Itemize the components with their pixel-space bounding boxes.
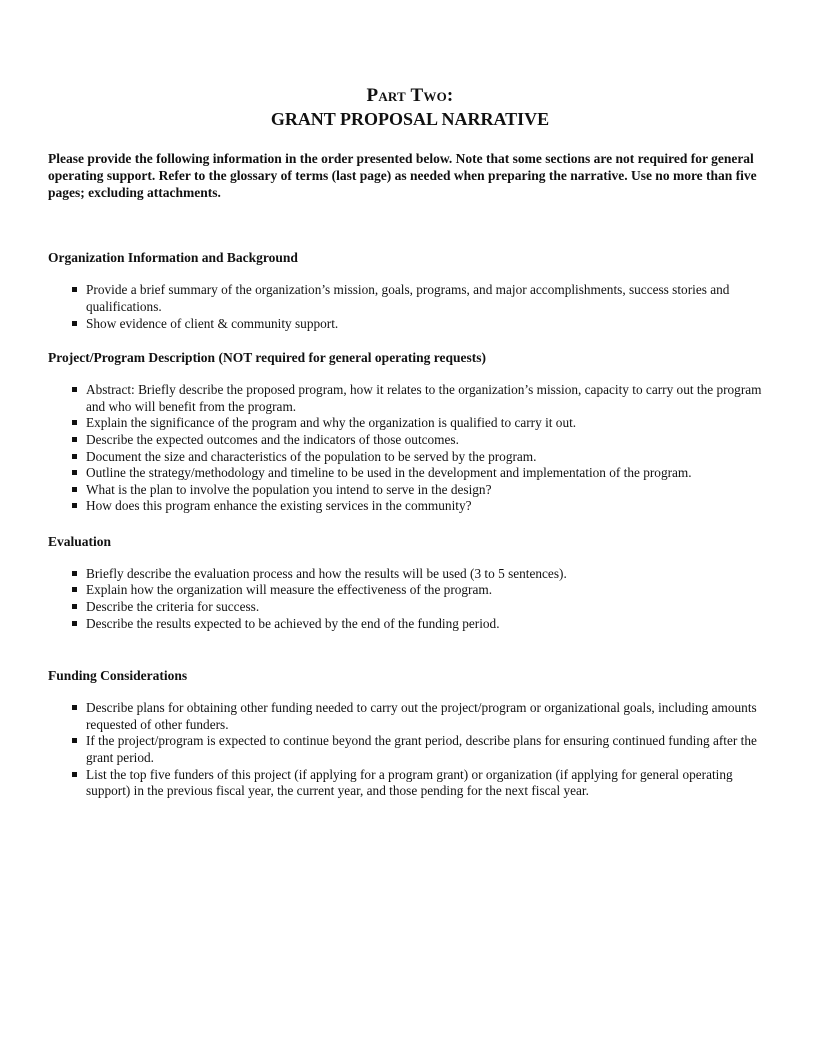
list-item xyxy=(72,566,772,583)
list-item xyxy=(72,599,772,616)
square-bullet-icon xyxy=(72,772,77,777)
list-item xyxy=(72,432,772,449)
section-heading: Project/Program Description (NOT required for general operating requests) xyxy=(48,350,487,366)
part-title: Part Two: xyxy=(366,85,454,106)
square-bullet-icon xyxy=(72,503,77,508)
square-bullet-icon xyxy=(72,621,77,626)
list-item xyxy=(72,616,772,633)
list-item xyxy=(72,733,772,766)
page-title: GRANT PROPOSAL NARRATIVE xyxy=(270,109,550,130)
bullet-list xyxy=(48,566,772,632)
square-bullet-icon xyxy=(72,571,77,576)
section-project-description xyxy=(48,349,772,515)
list-item xyxy=(72,482,772,499)
list-item xyxy=(72,465,772,482)
square-bullet-icon xyxy=(72,470,77,475)
list-item-text: Abstract: Briefly describe the proposed program, how it relates to the organization’s mission, capacity to carry out the program and who will benefit from the program. xyxy=(86,382,762,414)
section-heading: Evaluation xyxy=(48,533,112,549)
list-item-text: Show evidence of client & community support. xyxy=(86,315,339,331)
list-item xyxy=(72,282,772,315)
square-bullet-icon xyxy=(72,454,77,459)
list-item xyxy=(72,382,772,415)
list-item-text: List the top five funders of this project (if applying for a program grant) or organization (if applying for general operating support) in the previous fiscal year, the current year, and those pending for the next fiscal year. xyxy=(86,766,733,799)
list-item xyxy=(72,700,772,733)
list-item-text: Briefly describe the evaluation process and how the results will be used (3 to 5 sentences). xyxy=(86,565,567,581)
square-bullet-icon xyxy=(72,387,77,392)
square-bullet-icon xyxy=(72,604,77,609)
list-item-text: Describe plans for obtaining other funding needed to carry out the project/program or organizational goals, including amounts requested of other funders. xyxy=(86,700,757,732)
square-bullet-icon xyxy=(72,738,77,743)
section-heading: Funding Considerations xyxy=(48,668,188,684)
section-evaluation xyxy=(48,533,772,632)
list-item-text: What is the plan to involve the population you intend to serve in the design? xyxy=(86,481,492,497)
list-item-text: Describe the results expected to be achieved by the end of the funding period. xyxy=(86,615,500,631)
list-item xyxy=(72,316,772,333)
square-bullet-icon xyxy=(72,487,77,492)
square-bullet-icon xyxy=(72,420,77,425)
section-organization xyxy=(48,249,772,332)
list-item xyxy=(72,449,772,466)
list-item xyxy=(72,582,772,599)
square-bullet-icon xyxy=(72,287,77,292)
square-bullet-icon xyxy=(72,705,77,710)
square-bullet-icon xyxy=(72,321,77,326)
square-bullet-icon xyxy=(72,437,77,442)
list-item-text: How does this program enhance the existing services in the community? xyxy=(86,498,472,514)
bullet-list xyxy=(48,382,772,515)
bullet-list xyxy=(48,282,772,332)
list-item-text: Explain how the organization will measure the effectiveness of the program. xyxy=(86,582,493,598)
list-item-text: If the project/program is expected to continue beyond the grant period, describe plans for ensuring continued funding after the grant period. xyxy=(86,733,757,766)
list-item-text: Document the size and characteristics of the population to be served by the program. xyxy=(86,448,537,464)
list-item xyxy=(72,767,772,800)
section-heading: Organization Information and Background xyxy=(48,250,298,266)
list-item-text: Outline the strategy/methodology and timeline to be used in the development and implementation of the program. xyxy=(86,465,692,481)
list-item-text: Describe the expected outcomes and the indicators of those outcomes. xyxy=(86,431,459,447)
title-block xyxy=(48,84,772,131)
list-item xyxy=(72,415,772,432)
list-item-text: Describe the criteria for success. xyxy=(86,599,260,615)
bullet-list xyxy=(48,700,772,800)
intro-paragraph: Please provide the following information in the order presented below. Note that some sections are not required for general operating support. Refer to the glossary of terms (last page) as needed when preparing the narrative. Use no more than five pages; excluding attachments. xyxy=(48,151,757,201)
section-funding-considerations xyxy=(48,667,772,800)
list-item-text: Explain the significance of the program and why the organization is qualified to carry it out. xyxy=(86,415,577,431)
list-item-text: Provide a brief summary of the organization’s mission, goals, programs, and major accomplishments, success stories and qualifications. xyxy=(86,282,730,314)
square-bullet-icon xyxy=(72,587,77,592)
list-item xyxy=(72,498,772,515)
